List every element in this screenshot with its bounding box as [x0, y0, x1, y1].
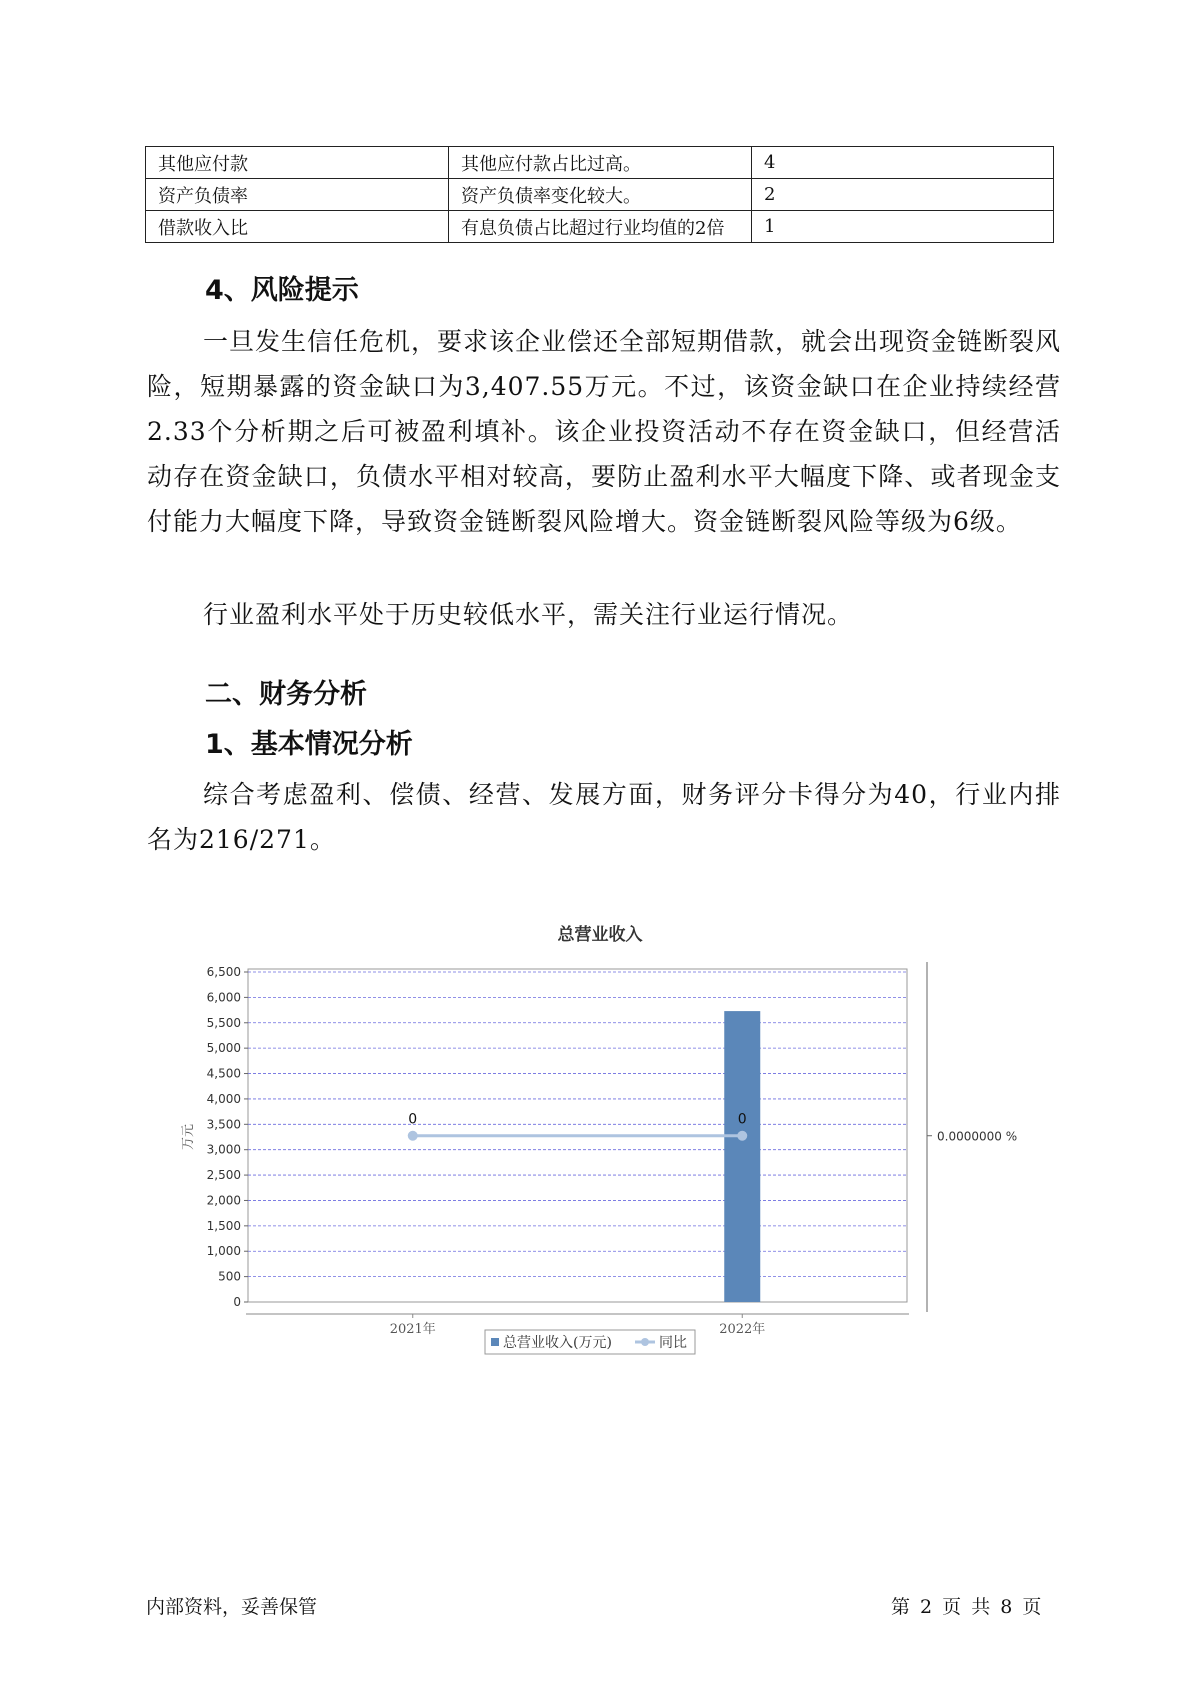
row-description-cell: 其他应付款占比过高。 [449, 147, 752, 179]
legend-bar-swatch [491, 1338, 499, 1346]
y-tick-label: 6,500 [206, 965, 241, 979]
y-tick-label: 1,000 [206, 1244, 241, 1259]
y-tick-label: 3,000 [206, 1142, 241, 1157]
yoy-data-label: 0 [408, 1111, 418, 1128]
score-paragraph: 综合考虑盈利、偿债、经营、发展方面，财务评分卡得分为40，行业内排名为216/271。 [147, 780, 1061, 854]
basic-analysis-heading: 1、基本情况分析 [205, 729, 413, 760]
row-description-cell: 有息负债占比超过行业均值的2倍 [449, 211, 752, 243]
chart-title: 总营业收入 [557, 925, 643, 945]
y-tick-label: 3,500 [206, 1117, 241, 1132]
industry-paragraph: 行业盈利水平处于历史较低水平，需关注行业运行情况。 [203, 600, 854, 629]
x-tick-label: 2022年 [719, 1322, 766, 1337]
risk-heading: 4、风险提示 [205, 275, 359, 306]
y-tick-label: 4,500 [206, 1066, 241, 1081]
y-axis-label: 万元 [181, 1123, 196, 1151]
y-tick-label: 5,500 [206, 1015, 241, 1030]
y-tick-label: 5,000 [206, 1041, 241, 1056]
y-tick-label: 6,000 [206, 990, 241, 1005]
row-value-cell: 4 [752, 147, 1054, 179]
row-item-cell: 资产负债率 [146, 179, 449, 211]
right-axis-tick-label: 0.0000000 % [937, 1129, 1018, 1144]
footer-page-number: 第 2 页 共 8 页 [891, 1596, 1042, 1618]
table-row [146, 211, 1054, 243]
y-tick-label: 2,000 [206, 1193, 241, 1208]
row-value-cell: 2 [752, 179, 1054, 211]
y-tick-label: 4,000 [206, 1091, 241, 1106]
row-item-cell: 其他应付款 [146, 147, 449, 179]
legend-line-marker [641, 1338, 649, 1346]
footer-confidential: 内部资料，妥善保管 [146, 1596, 318, 1618]
yoy-data-label: 0 [737, 1111, 747, 1128]
row-description-cell: 资产负债率变化较大。 [449, 179, 752, 211]
risk-paragraph: 一旦发生信任危机，要求该企业偿还全部短期借款，就会出现资金链断裂风险，短期暴露的资金缺口为3,407.55万元。不过，该资金缺口在企业持续经营 2.33个分析期之后可被盈利填补。该企业投资活动不存在资金缺口，但经营活动存在资金缺口，负债水平相对较高，要防止盈利水平大幅度下降、或者现金支付能力大幅度下降，导致资金链断裂风险增大。资金链断裂风险等级为6级。 [147, 327, 1062, 536]
revenue-bar [724, 1011, 760, 1302]
table-row [146, 147, 1054, 179]
yoy-point [408, 1131, 418, 1141]
row-value-cell: 1 [752, 211, 1054, 243]
x-tick-label: 2021年 [389, 1322, 436, 1337]
yoy-point [737, 1131, 747, 1141]
row-item-cell: 借款收入比 [146, 211, 449, 243]
finance-heading: 二、财务分析 [205, 679, 367, 710]
risk-indicator-table [145, 146, 1054, 243]
revenue-chart [170, 918, 1030, 1378]
legend-bar-label: 总营业收入(万元) [503, 1335, 612, 1351]
y-tick-label: 500 [218, 1269, 241, 1284]
y-tick-label: 2,500 [206, 1168, 241, 1183]
y-tick-label: 1,500 [206, 1218, 241, 1233]
legend-line-label: 同比 [659, 1335, 687, 1351]
table-row [146, 179, 1054, 211]
y-tick-label: 0 [233, 1295, 241, 1309]
